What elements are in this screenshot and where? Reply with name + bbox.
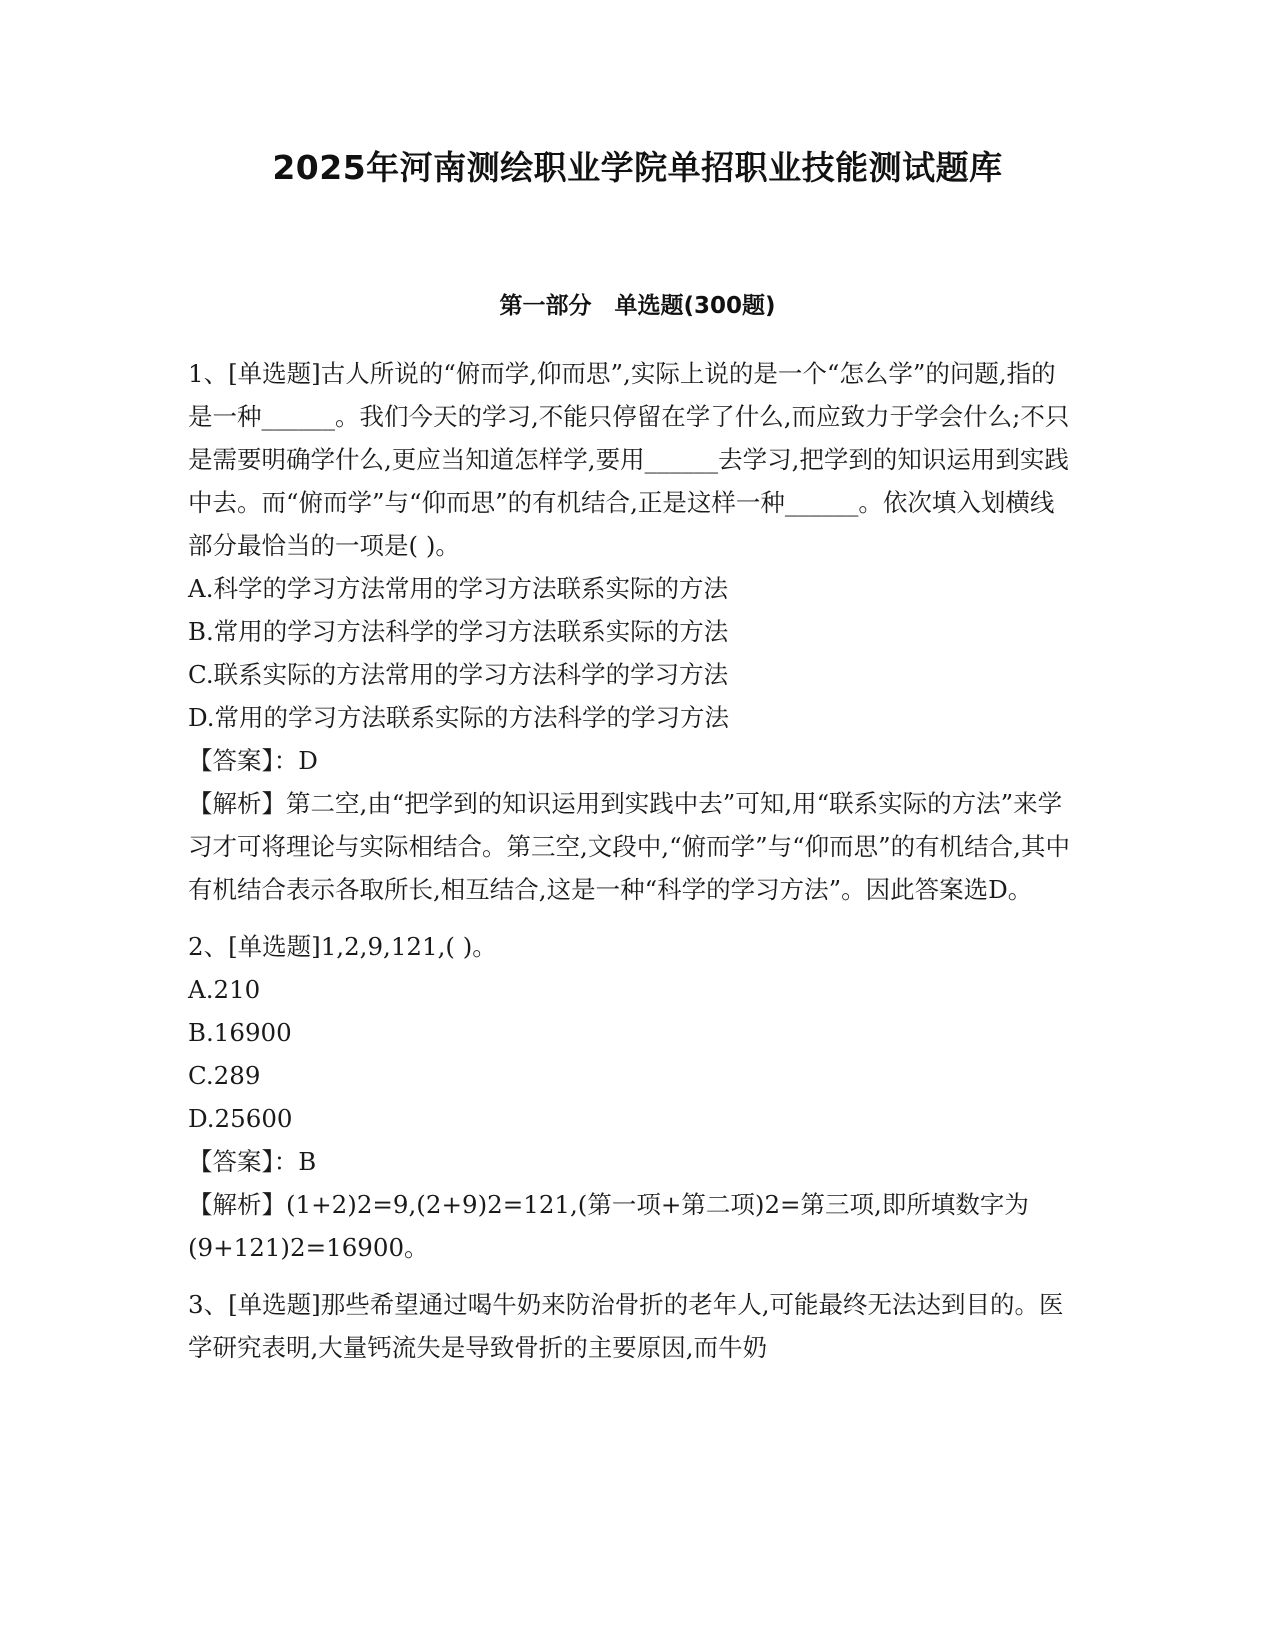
answer: 【答案】：B xyxy=(188,1147,317,1176)
option-b: B.16900 xyxy=(188,1018,292,1047)
option-c: C.289 xyxy=(188,1061,261,1090)
option-d: D.25600 xyxy=(188,1104,293,1133)
option-d: D.常用的学习方法联系实际的方法科学的学习方法 xyxy=(188,703,730,732)
question-3 xyxy=(188,1283,1078,1369)
question-stem: 1、[单选题]古人所说的“俯而学,仰而思”,实际上说的是一个“怎么学”的问题,指的是一种______。我们今天的学习,不能只停留在学了什么,而应致力于学会什么;不只是需要明确学什么,更应当知道怎样学,要用______去学习,把学到的知识运用到实践中去。而“俯而学”与“仰而思”的有机结合,正是这样一种______。依次填入划横线部分最恰当的一项是( )。 xyxy=(188,359,1070,560)
question-2 xyxy=(188,925,1078,1269)
answer: 【答案】：D xyxy=(188,746,318,775)
question-stem: 2、[单选题]1,2,9,121,( )。 xyxy=(188,932,497,961)
option-a: A.科学的学习方法常用的学习方法联系实际的方法 xyxy=(188,574,728,603)
analysis: 【解析】第二空,由“把学到的知识运用到实践中去”可知,用“联系实际的方法”来学习才可将理论与实际相结合。第三空,文段中,“俯而学”与“仰而思”的有机结合,其中有机结合表示各取所长,相互结合,这是一种“科学的学习方法”。因此答案选D。 xyxy=(188,789,1070,904)
analysis: 【解析】(1+2)2=9,(2+9)2=121,(第一项+第二项)2=第三项,即所填数字为(9+121)2=16900。 xyxy=(188,1190,1029,1262)
option-b: B.常用的学习方法科学的学习方法联系实际的方法 xyxy=(188,617,729,646)
option-c: C.联系实际的方法常用的学习方法科学的学习方法 xyxy=(188,660,729,689)
section-title: 第一部分 单选题(300题) xyxy=(499,293,776,319)
question-1 xyxy=(188,352,1078,911)
option-a: A.210 xyxy=(188,975,261,1004)
question-stem: 3、[单选题]那些希望通过喝牛奶来防治骨折的老年人,可能最终无法达到目的。医学研究表明,大量钙流失是导致骨折的主要原因,而牛奶 xyxy=(188,1290,1064,1362)
question-list xyxy=(188,352,1078,1369)
document-title: 2025年河南测绘职业学院单招职业技能测试题库 xyxy=(272,148,1003,187)
